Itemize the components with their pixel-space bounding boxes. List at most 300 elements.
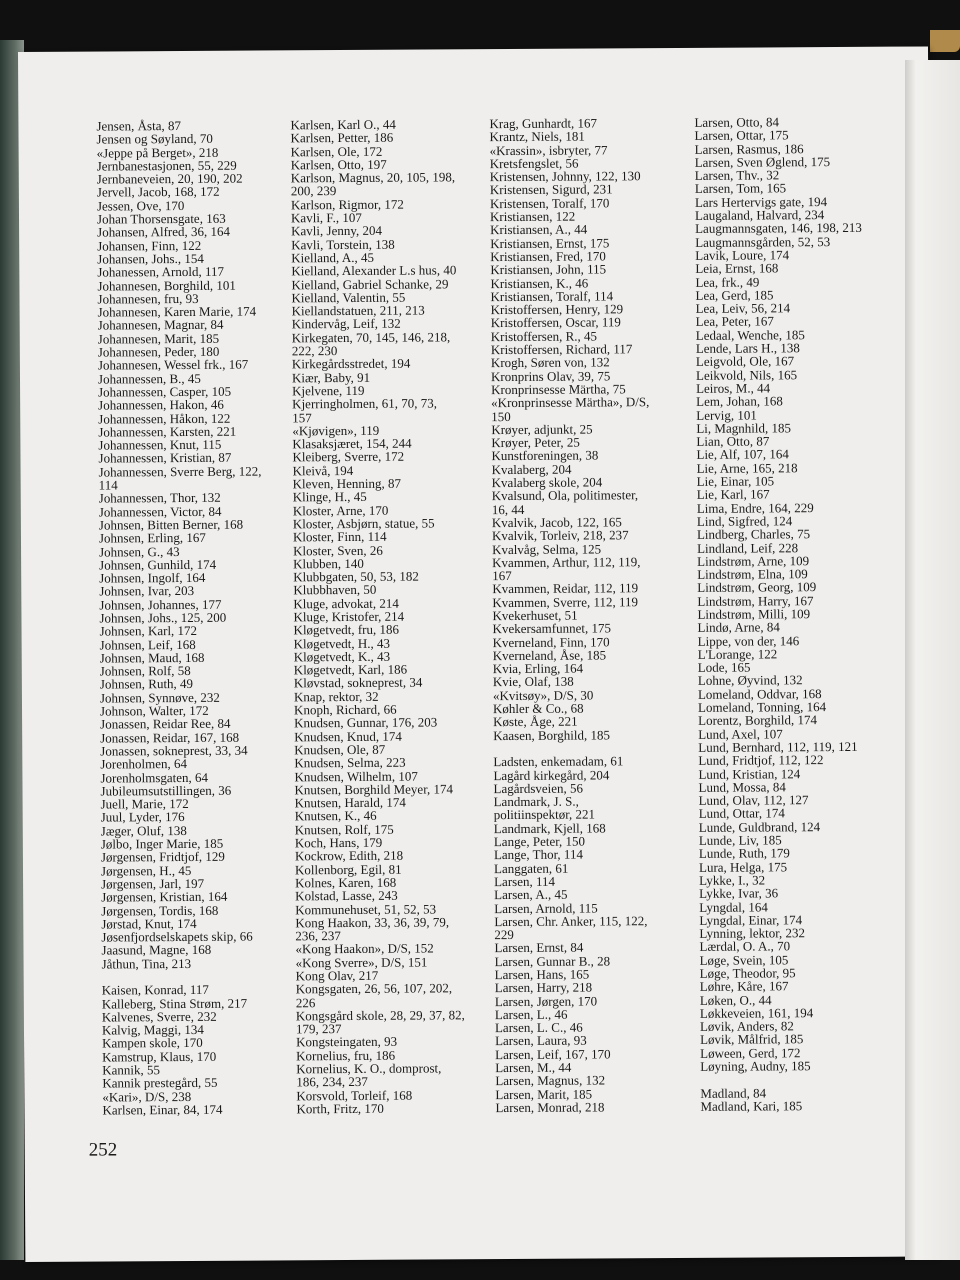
index-entry: «Kong Haakon», D/S, 152 [295, 940, 434, 957]
index-entry: Kløgetvedt, H., 43 [293, 635, 391, 651]
index-entry: Lund, Axel, 107 [698, 725, 783, 742]
index-entry: «Kari», D/S, 238 [102, 1088, 192, 1105]
index-entry: Kvalvik, Torleiv, 218, 237 [491, 527, 629, 544]
index-entry: Johnsen, Johs., 125, 200 [99, 609, 227, 626]
index-entry: Klubben, 140 [293, 555, 364, 572]
index-entry: Lervig, 101 [696, 407, 757, 423]
index-entry: Kronprinsesse Märtha, 75 [491, 381, 626, 398]
index-entry: Karlsen, Otto, 197 [290, 156, 387, 173]
index-entry: Larsen, Otto, 84 [694, 114, 779, 130]
index-entry: Kloster, Asbjørn, statue, 55 [292, 515, 435, 532]
book-page [18, 46, 935, 1262]
index-entry: Lund, Fridtjof, 112, 122 [698, 752, 824, 769]
index-entry: Lura, Helga, 175 [698, 858, 788, 875]
index-entry: Larsen, Sven Øglend, 175 [694, 153, 831, 170]
index-entry: Jernbanestasjonen, 55, 229 [96, 157, 237, 174]
index-entry: Krøyer, adjunkt, 25 [491, 421, 593, 437]
index-entry: Lem, Johan, 168 [696, 393, 783, 410]
index-entry: Lyngdal, Einar, 174 [699, 912, 803, 928]
index-entry: 222, 230 [291, 343, 338, 359]
index-entry: Lindø, Arne, 84 [697, 619, 780, 636]
index-entry: 16, 44 [491, 501, 525, 517]
index-entry: Kvammen, Arthur, 112, 119, [492, 554, 641, 570]
index-entry: Kronprins Olav, 39, 75 [490, 368, 611, 384]
index-entry: 150 [491, 408, 511, 424]
index-entry: Langgaten, 61 [493, 860, 569, 876]
next-page-edge [905, 60, 960, 1260]
index-entry: Karlsen, Petter, 186 [290, 130, 394, 146]
index-entry: Lende, Lars H., 138 [695, 340, 800, 356]
index-entry: Lunde, Ruth, 179 [698, 845, 790, 862]
index-entry: Kvalaberg skole, 204 [491, 474, 603, 491]
index-entry: Løween, Gerd, 172 [700, 1045, 801, 1061]
index-entry: Jubileumsutstillingen, 36 [100, 782, 232, 799]
index-entry: Kvalvik, Jacob, 122, 165 [491, 514, 622, 531]
index-entry: Lund, Mossa, 84 [698, 779, 786, 795]
index-entry: «Kjøvigen», 119 [292, 422, 380, 439]
index-entry: Johnsen, Gunhild, 174 [99, 556, 217, 573]
index-entry: Larsen, Ottar, 175 [694, 127, 789, 144]
index-entry: Krantz, Niels, 181 [489, 128, 585, 145]
index-entry: Johnsen, Karl, 172 [99, 623, 198, 639]
index-entry: Johnsen, Ruth, 49 [99, 676, 194, 692]
index-entry: Larsen, Tom, 165 [694, 180, 787, 197]
index-entry: 186, 234, 237 [296, 1074, 368, 1090]
index-entry: Lea, Leiv, 56, 214 [695, 300, 791, 317]
index-entry: Lange, Peter, 150 [493, 833, 586, 850]
index-entry: Køhler & Co., 68 [492, 700, 584, 717]
index-entry: Kristiansen, A., 44 [490, 221, 588, 238]
index-entry: Lea, frk., 49 [695, 274, 760, 290]
index-entry: Larsen, Jørgen, 170 [494, 993, 598, 1009]
index-entry: Kristiansen, Toralf, 114 [490, 288, 614, 304]
index-entry: Klubbgaten, 50, 53, 182 [293, 568, 419, 585]
index-entry: Lohne, Øyvind, 132 [697, 672, 803, 689]
index-entry: Karlsen, Karl O., 44 [290, 116, 396, 133]
index-entry: Lavik, Loure, 174 [695, 247, 790, 263]
index-column-1 [96, 119, 265, 1117]
index-entry: Krag, Gunhardt, 167 [489, 115, 598, 132]
index-entry: Laugmannsgården, 52, 53 [695, 233, 831, 250]
index-entry: Kornelius, fru, 186 [296, 1047, 396, 1064]
index-entry: Larsen, Rasmus, 186 [694, 140, 804, 157]
index-entry: Larsen, Gunnar B., 28 [494, 953, 611, 969]
index-entry: Kvia, Erling, 164 [492, 660, 584, 677]
index-entry: Kløgetvedt, fru, 186 [293, 621, 400, 638]
index-entry: «Krassin», isbryter, 77 [489, 141, 608, 158]
index-entry: Madland, 84 [700, 1085, 767, 1101]
index-entry: Løvik, Målfrid, 185 [700, 1031, 804, 1048]
index-entry: 226 [295, 994, 316, 1010]
index-entry: Lomeland, Tonning, 164 [697, 699, 827, 715]
index-entry: Lindberg, Charles, 75 [696, 526, 811, 543]
index-entry: 229 [494, 927, 514, 943]
index-entry: Lippe, von der, 146 [697, 632, 800, 649]
index-entry: Løge, Svein, 105 [699, 952, 789, 968]
index-entry: Kalvenes, Sverre, 232 [101, 1008, 217, 1025]
index-entry: Kolnes, Karen, 168 [295, 874, 397, 891]
index-entry: Kristoffersen, Oscar, 119 [490, 314, 621, 331]
index-entry: Kvalaberg, 204 [491, 461, 572, 477]
index-entry: Johannesen, Marit, 185 [97, 330, 220, 347]
index-entry: Lie, Karl, 167 [696, 486, 770, 503]
index-entry: Køste, Åge, 221 [493, 713, 578, 730]
index-entry: Johnsen, Leif, 168 [99, 636, 196, 653]
index-entry: Jorenholmen, 64 [100, 756, 188, 772]
index-entry: Jonassen, sokneprest, 33, 34 [100, 742, 248, 759]
index-entry: Kalleberg, Stina Strøm, 217 [101, 995, 248, 1012]
index-entry: Jåthun, Tina, 213 [101, 955, 192, 972]
index-entry: Lagårdsveien, 56 [493, 780, 584, 796]
index-entry: Kleven, Henning, 87 [292, 475, 401, 492]
index-entry: 200, 239 [290, 183, 337, 199]
index-entry: Johannessen, Kristian, 87 [98, 450, 232, 466]
index-entry: Lode, 165 [697, 659, 751, 676]
index-entry: 236, 237 [295, 928, 341, 944]
index-entry: Jernbaneveien, 20, 190, 202 [96, 170, 243, 187]
index-entry: 179, 237 [295, 1021, 342, 1037]
index-entry: Kielland, Gabriel Schanke, 29 [291, 275, 449, 292]
index-entry: Larsen, Thv., 32 [694, 167, 780, 184]
index-entry: Lykke, Ivar, 36 [699, 885, 779, 902]
index-entry: Kolstad, Lasse, 243 [295, 887, 398, 904]
index-entry: Karlson, Rigmor, 172 [290, 196, 404, 213]
index-entry: Lea, Gerd, 185 [695, 287, 774, 303]
index-entry: Lindstrøm, Arne, 109 [697, 552, 810, 569]
index-entry: Larsen, Arnold, 115 [494, 899, 598, 916]
index-entry: Kloster, Sven, 26 [293, 542, 383, 558]
index-entry: Kaasen, Borghild, 185 [493, 727, 610, 743]
index-entry: Koch, Hans, 179 [294, 834, 383, 851]
index-entry: Larsen, L., 46 [494, 1006, 568, 1022]
index-entry: Johansen, Alfred, 36, 164 [97, 224, 231, 240]
index-entry: Larsen, Monrad, 218 [495, 1099, 605, 1116]
index-entry: Kluge, Kristofer, 214 [293, 608, 405, 625]
index-entry: L'Lorange, 122 [697, 646, 778, 662]
index-entry: Jervell, Jacob, 168, 172 [96, 184, 220, 201]
index-entry: Jørgensen, Fridtjof, 129 [100, 849, 225, 865]
index-entry: Kong Olav, 217 [295, 967, 379, 984]
index-entry: 167 [492, 568, 512, 584]
index-entry: Johannessen, Håkon, 122 [98, 410, 231, 427]
index-entry: Kvalsund, Ola, politimester, [491, 487, 639, 504]
index-entry: Krøyer, Peter, 25 [491, 434, 580, 451]
index-entry: Kloster, Finn, 114 [292, 528, 387, 545]
index-entry: Løkkeveien, 161, 194 [699, 1005, 814, 1021]
index-entry: Kvekerhuset, 51 [492, 607, 578, 624]
index-entry: Lykke, I., 32 [699, 872, 766, 888]
index-entry: Karlsen, Einar, 84, 174 [102, 1101, 223, 1118]
index-entry: Johannesen, Magnar, 84 [97, 317, 224, 333]
index-entry: Løken, O., 44 [699, 992, 772, 1008]
index-entry: Karlson, Magnus, 20, 105, 198, [290, 169, 456, 186]
index-entry: Kiellandstatuen, 211, 213 [291, 302, 425, 319]
index-entry: Kollenborg, Egil, 81 [294, 861, 402, 877]
index-entry: Kristensen, Johnny, 122, 130 [489, 168, 641, 185]
index-entry: Knutsen, Borghild Meyer, 174 [294, 781, 454, 798]
index-entry: Lomeland, Oddvar, 168 [697, 685, 822, 702]
index-entry: Kongsgård skole, 28, 29, 37, 82, [295, 1007, 465, 1024]
index-entry: Kløvstad, sokneprest, 34 [293, 675, 423, 691]
index-entry: Lie, Alf, 107, 164 [696, 446, 789, 463]
index-entry: Kiær, Baby, 91 [291, 369, 371, 385]
index-entry: Kverneland, Åse, 185 [492, 647, 607, 663]
index-entry: Knudsen, Knud, 174 [294, 728, 402, 744]
index-entry: Lyngdal, 164 [699, 898, 768, 915]
index-entry: Larsen, Leif, 167, 170 [495, 1046, 611, 1062]
index-entry: Klubbhaven, 50 [293, 582, 377, 598]
index-entry: Johannessen, Casper, 105 [98, 383, 232, 400]
index-entry: Johnson, Walter, 172 [99, 702, 209, 719]
index-entry: Korth, Fritz, 170 [296, 1100, 384, 1117]
index-spacer [700, 1072, 867, 1086]
index-entry: Knutsen, Harald, 174 [294, 794, 406, 811]
index-entry: Kielland, A., 45 [291, 249, 374, 266]
index-entry: Jæger, Oluf, 138 [100, 822, 187, 839]
index-entry: Johannesen, Wessel frk., 167 [97, 356, 249, 373]
index-entry: Kannik, 55 [102, 1062, 161, 1078]
index-entry: Lagård kirkegård, 204 [493, 766, 610, 783]
index-entry: Lie, Arne, 165, 218 [696, 459, 798, 476]
index-entry: Kannik prestegård, 55 [102, 1075, 218, 1091]
index-entry: Larsen, Laura, 93 [495, 1033, 587, 1049]
index-entry: Kleiberg, Sverre, 172 [292, 449, 405, 465]
index-entry: Johan Thorsensgate, 163 [96, 210, 226, 227]
index-entry: Kommunehuset, 51, 52, 53 [295, 900, 437, 917]
index-entry: Landmark, J. S., [493, 793, 579, 810]
index-entry: Johnsen, Erling, 167 [98, 530, 206, 546]
index-entry: Larsen, Chr. Anker, 115, 122, [494, 912, 648, 929]
index-entry: Kvammen, Reidar, 112, 119 [492, 580, 639, 597]
index-entry: Jonassen, Reidar, 167, 168 [100, 729, 240, 746]
index-entry: Karlsen, Ole, 172 [290, 143, 383, 159]
index-entry: Lunde, Liv, 185 [698, 832, 782, 848]
index-entry: Korsvold, Torleif, 168 [296, 1087, 413, 1103]
index-entry: Kvekersamfunnet, 175 [492, 620, 611, 637]
index-entry: Knap, rektor, 32 [293, 688, 379, 705]
index-entry: Krogh, Søren von, 132 [490, 354, 610, 371]
index-entry: Kielland, Valentin, 55 [291, 289, 406, 306]
index-entry: Larsen, Hans, 165 [494, 966, 590, 983]
index-entry: «Jeppe på Berget», 218 [96, 144, 219, 161]
index-entry: Kockrow, Edith, 218 [294, 847, 404, 864]
index-entry: Klinge, H., 45 [292, 489, 367, 505]
index-entry: Knoph, Richard, 66 [293, 701, 397, 718]
index-entry: politiinspektør, 221 [493, 806, 596, 823]
index-entry: Kloster, Arne, 170 [292, 502, 389, 518]
index-entry: Larsen, M., 44 [495, 1059, 572, 1076]
index-entry: Kristoffersen, R., 45 [490, 328, 598, 344]
index-entry: Knudsen, Wilhelm, 107 [294, 768, 418, 784]
index-entry: Johannessen, B., 45 [97, 370, 201, 387]
index-entry: Kirkegaten, 70, 145, 146, 218, [291, 329, 451, 346]
index-entry: Johnsen, Maud, 168 [99, 649, 205, 666]
index-entry: Kristiansen, Fred, 170 [490, 248, 606, 265]
index-entry: «Kvitsøy», D/S, 30 [492, 687, 594, 703]
index-entry: Kvammen, Sverre, 112, 119 [492, 593, 639, 610]
index-entry: Lund, Kristian, 124 [698, 765, 801, 782]
index-entry: Johannessen, Sverre Berg, 122, [98, 463, 262, 480]
index-entry: Lund, Olav, 112, 127 [698, 792, 809, 808]
index-entry: Leikvold, Nils, 165 [695, 366, 798, 383]
index-entry: Kavli, Torstein, 138 [291, 236, 395, 253]
index-entry: Knudsen, Ole, 87 [294, 741, 386, 758]
index-entry: Kristiansen, Ernst, 175 [490, 235, 610, 251]
index-entry: Lie, Einar, 105 [696, 473, 775, 489]
index-entry: Madland, Kari, 185 [700, 1098, 803, 1114]
index-entry: Lærdal, O. A., 70 [699, 938, 791, 955]
index-entry: Kristensen, Sigurd, 231 [489, 181, 613, 198]
index-entry: Johnsen, Ingolf, 164 [99, 569, 206, 586]
index-entry: Kjelvene, 119 [292, 382, 365, 399]
index-entry: Larsen, A., 45 [494, 886, 568, 903]
index-entry: Johannesen, Karen Marie, 174 [97, 303, 257, 320]
index-column-4 [694, 115, 867, 1113]
index-entry: Larsen, Marit, 185 [495, 1086, 593, 1102]
index-entry: Johannessen, Thor, 132 [98, 490, 221, 506]
index-entry: Juell, Marie, 172 [100, 796, 189, 812]
index-entry: Johansen, Finn, 122 [97, 237, 202, 254]
index-entry: Lund, Ottar, 174 [698, 805, 785, 822]
index-entry: Jensen, Åsta, 87 [96, 118, 181, 134]
index-entry: Kristiansen, K., 46 [490, 275, 589, 291]
index-entry: Kretsfengslet, 56 [489, 155, 579, 172]
index-entry: Jørgensen, Jarl, 197 [101, 875, 205, 892]
index-entry: Johnsen, Bitten Berner, 168 [98, 516, 244, 533]
index-entry: Johannesen, Borghild, 101 [97, 277, 236, 294]
index-entry: Johannesen, Peder, 180 [97, 343, 220, 360]
index-entry: Leiros, M., 44 [696, 380, 771, 396]
index-entry: Kjerringholmen, 61, 70, 73, [292, 395, 437, 412]
index-entry: Jølbo, Inger Marie, 185 [100, 835, 224, 852]
index-entry: Kluge, advokat, 214 [293, 595, 399, 612]
index-entry: Jonassen, Reidar Ree, 84 [100, 716, 231, 732]
index-entry: Løvik, Anders, 82 [699, 1018, 794, 1035]
index-entry: Lunde, Guldbrand, 124 [698, 818, 821, 835]
index-entry: Jaasund, Magne, 168 [101, 942, 212, 958]
index-entry: Johannessen, Hakon, 46 [98, 396, 224, 413]
index-entry: Kielland, Alexander L.s hus, 40 [291, 262, 457, 279]
index-entry: Kristensen, Toralf, 170 [489, 195, 610, 211]
index-entry: Kløgetvedt, K., 43 [293, 648, 391, 665]
index-entry: Jørstad, Knut, 174 [101, 915, 197, 932]
index-entry: Lindstrøm, Elna, 109 [697, 566, 808, 582]
index-entry: Johannessen, Victor, 84 [98, 503, 222, 520]
index-entry: Lars Hertervigs gate, 194 [694, 193, 828, 210]
index-entry: Johansen, Johs., 154 [97, 250, 204, 267]
index-entry: Knutsen, K., 46 [294, 808, 377, 824]
index-entry: Kindervåg, Leif, 132 [291, 316, 401, 332]
index-entry: Jørgensen, Kristian, 164 [101, 888, 228, 905]
index-entry: Løyning, Audny, 185 [700, 1058, 811, 1074]
index-entry: Kløgetvedt, Karl, 186 [293, 661, 408, 678]
index-entry: Ledaal, Wenche, 185 [695, 326, 805, 343]
index-entry: Jensen og Søyland, 70 [96, 131, 213, 147]
index-entry: Kvalvåg, Selma, 125 [491, 540, 602, 557]
index-entry: Leia, Ernst, 168 [695, 260, 779, 277]
index-entry: Johannesen, fru, 93 [97, 290, 199, 307]
index-entry: Kirkegårdsstredet, 194 [291, 355, 411, 372]
index-entry: Jorenholmsgaten, 64 [100, 769, 209, 786]
index-entry: Lea, Peter, 167 [695, 313, 774, 330]
index-entry: Lima, Endre, 164, 229 [696, 499, 814, 516]
index-entry: Kristoffersen, Richard, 117 [490, 341, 633, 358]
index-entry: 114 [98, 477, 118, 493]
index-entry: Knudsen, Selma, 223 [294, 754, 406, 771]
index-entry: Johnsen, G., 43 [99, 543, 180, 560]
index-entry: Landmark, Kjell, 168 [493, 820, 606, 836]
index-entry: «Kronprinsesse Märtha», D/S, [491, 394, 650, 411]
index-entry: Johnsen, Ivar, 203 [99, 583, 195, 599]
index-entry: 157 [292, 409, 312, 425]
index-column-2 [290, 117, 465, 1115]
index-entry: Larsen, 114 [494, 873, 556, 890]
index-entry: Jørgensen, Tordis, 168 [101, 902, 219, 919]
index-entry: Jøsenfjordselskapets skip, 66 [101, 928, 253, 945]
index-entry: Kaisen, Konrad, 117 [101, 982, 209, 998]
index-entry: Johannessen, Karsten, 221 [98, 423, 237, 440]
index-entry: Kunstforeningen, 38 [491, 447, 599, 464]
index-entry: Lind, Sigfred, 124 [696, 513, 793, 529]
index-entry: Johannessen, Knut, 115 [98, 436, 222, 453]
index-column-3 [489, 116, 653, 1114]
index-entry: «Kong Sverre», D/S, 151 [295, 954, 428, 971]
index-entry: Li, Magnhild, 185 [696, 420, 791, 436]
index-entry: Juul, Lyder, 176 [100, 809, 185, 825]
index-entry: Kvie, Olaf, 138 [492, 674, 574, 690]
index-entry: Johnsen, Rolf, 58 [99, 663, 191, 679]
index-entry: Lindstrøm, Milli, 109 [697, 606, 811, 622]
book-corner-tab [930, 30, 960, 52]
index-entry: Kongsgaten, 26, 56, 107, 202, [295, 980, 453, 997]
index-entry: Kristiansen, 122 [489, 208, 576, 225]
index-entry: Kalvig, Maggi, 134 [101, 1022, 204, 1038]
index-entry: Kristoffersen, Henry, 129 [490, 301, 624, 318]
index-entry: Lange, Thor, 114 [493, 846, 583, 863]
index-entry: Kamstrup, Klaus, 170 [102, 1048, 217, 1065]
index-entry: Ladsten, enkemadam, 61 [493, 753, 624, 770]
index-entry: Løhre, Kåre, 167 [699, 978, 789, 995]
index-entry: Laugmannsgaten, 146, 198, 213 [695, 220, 862, 237]
index-entry: Klasaksjæret, 154, 244 [292, 435, 412, 452]
index-entry: Johanessen, Arnold, 117 [97, 264, 225, 280]
index-entry: Kong Haakon, 33, 36, 39, 79, [295, 914, 450, 931]
index-entry: Johnsen, Synnøve, 232 [99, 689, 220, 706]
index-entry: Laugaland, Halvard, 234 [694, 207, 825, 223]
index-entry: Leigvold, Ole, 167 [695, 353, 795, 370]
index-entry: Lian, Otto, 87 [696, 433, 770, 449]
index-entry: Larsen, Magnus, 132 [495, 1072, 606, 1089]
index-entry: Kavli, Jenny, 204 [291, 223, 383, 239]
index-entry: Jørgensen, H., 45 [100, 862, 192, 879]
index-entry: Lund, Bernhard, 112, 119, 121 [698, 738, 858, 755]
index-entry: Johnsen, Johannes, 177 [99, 596, 222, 613]
index-entry: Kornelius, K. O., domprost, [296, 1060, 442, 1077]
index-entry: Jessen, Ove, 170 [96, 197, 185, 214]
index-entry: Larsen, Ernst, 84 [494, 939, 584, 956]
index-entry: Kavli, F., 107 [290, 209, 362, 226]
index-entry: Larsen, L. C., 46 [494, 1019, 583, 1036]
index-entry: Knudsen, Gunnar, 176, 203 [294, 714, 438, 731]
index-entry: Kampen skole, 170 [102, 1035, 203, 1051]
index-entry: Kongsteingaten, 93 [296, 1034, 398, 1050]
index-entry: Kleivå, 194 [292, 462, 354, 479]
index-entry: Lynning, lektor, 232 [699, 925, 806, 941]
index-entry: Lindstrøm, Georg, 109 [697, 579, 817, 596]
index-entry: Kristiansen, John, 115 [490, 261, 607, 278]
index-entry: Løge, Theodor, 95 [699, 965, 796, 981]
index-entry: Lindstrøm, Harry, 167 [697, 592, 814, 609]
